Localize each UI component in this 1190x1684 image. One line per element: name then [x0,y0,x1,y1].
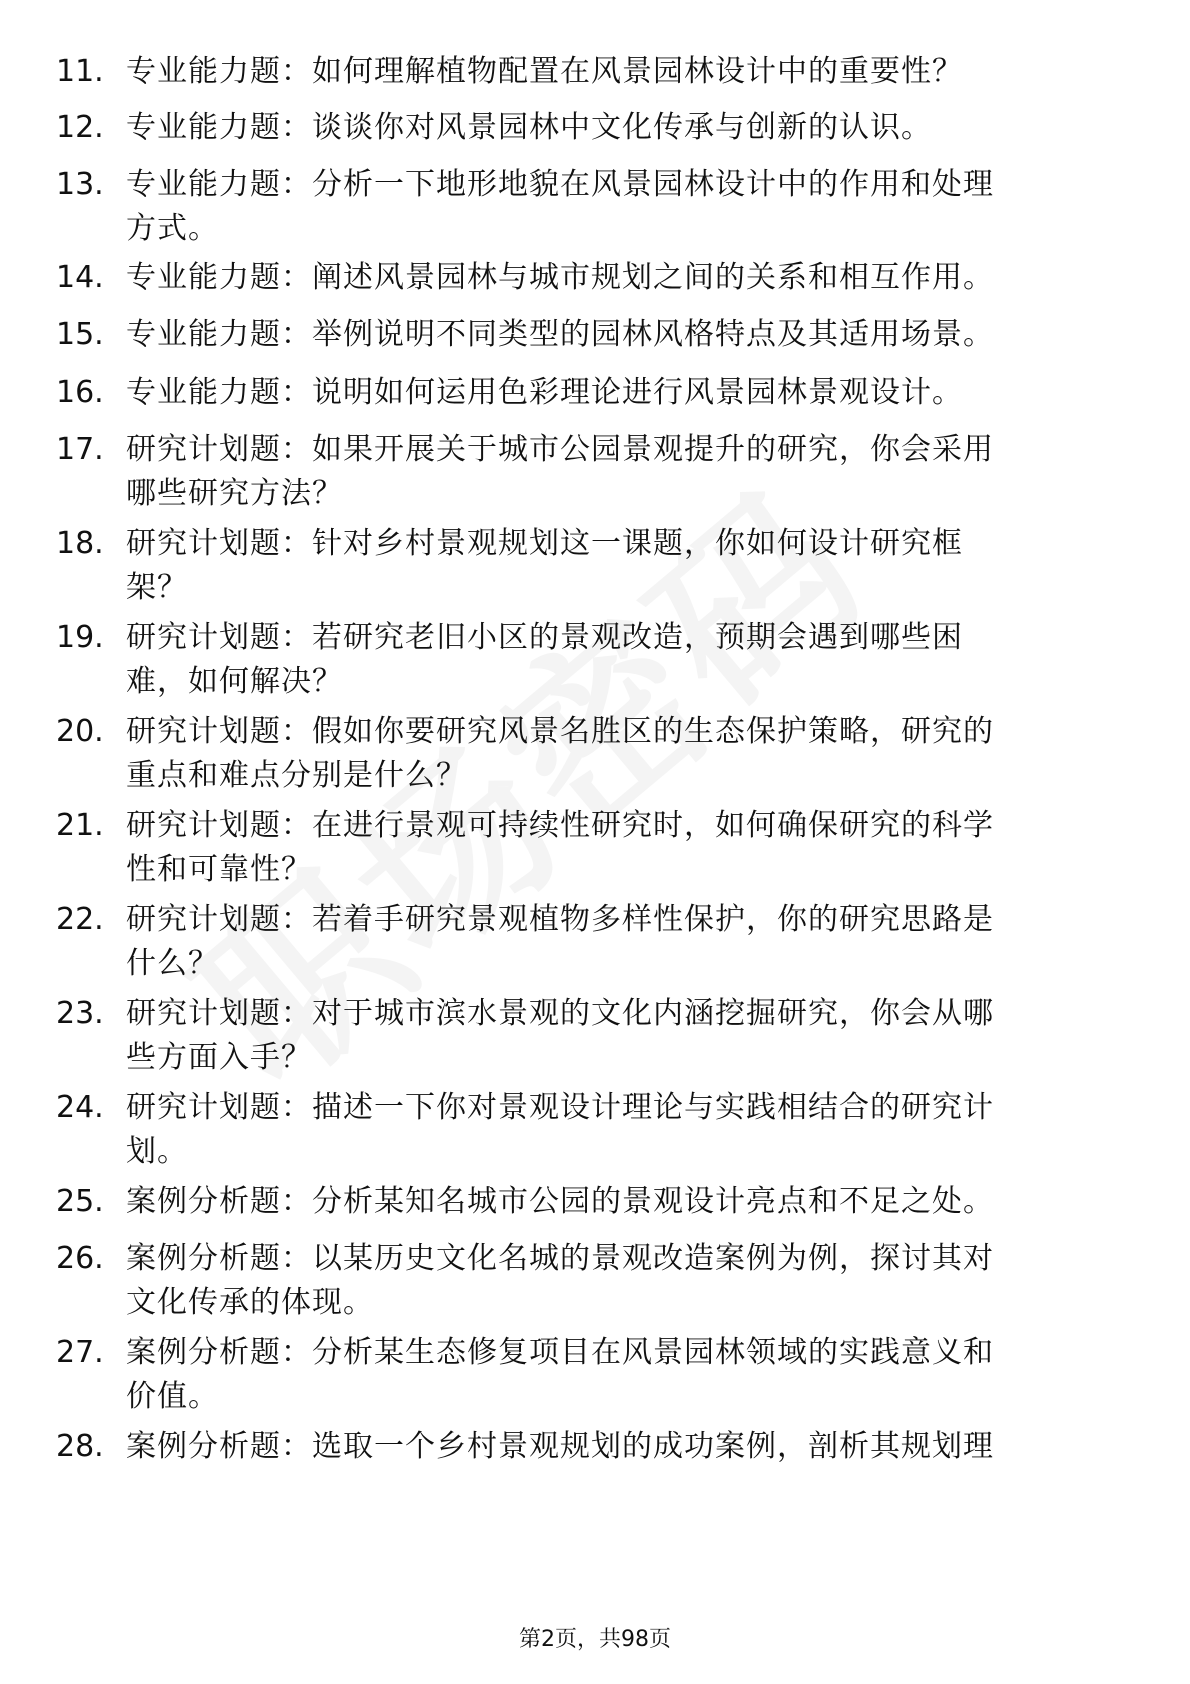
question-text-line: 重点和难点分别是什么？ [126,758,467,793]
question-text [126,616,1126,704]
question-text-line: 性和可靠性？ [126,852,312,887]
question-number: 22. [56,902,104,937]
question-text-line: 研究计划题：若着手研究景观植物多样性保护，你的研究思路是 [126,902,994,937]
question-text [126,1425,1126,1469]
question-text-line: 研究计划题：如果开展关于城市公园景观提升的研究，你会采用 [126,432,994,467]
question-text-line: 专业能力题：说明如何运用色彩理论进行风景园林景观设计。 [126,375,963,410]
question-number: 28. [56,1429,104,1464]
page-footer: 第2页，共98页 [519,1627,671,1652]
question-text [126,1237,1126,1325]
question-text-line: 案例分析题：分析某知名城市公园的景观设计亮点和不足之处。 [126,1184,994,1219]
question-text-line: 研究计划题：假如你要研究风景名胜区的生态保护策略，研究的 [126,714,994,749]
question-text [126,106,1126,150]
question-text-line: 专业能力题：如何理解植物配置在风景园林设计中的重要性？ [126,54,963,89]
question-text-line: 研究计划题：描述一下你对景观设计理论与实践相结合的研究计 [126,1090,994,1125]
question-text-line: 专业能力题：举例说明不同类型的园林风格特点及其适用场景。 [126,317,994,352]
question-number: 14. [56,260,104,295]
question-text [126,256,1126,300]
question-number: 27. [56,1335,104,1370]
question-number: 25. [56,1184,104,1219]
question-number: 17. [56,432,104,467]
question-text [126,804,1126,892]
question-text-line: 研究计划题：对于城市滨水景观的文化内涵挖掘研究，你会从哪 [126,996,994,1031]
question-text-line: 研究计划题：若研究老旧小区的景观改造，预期会遇到哪些困 [126,620,963,655]
question-text [126,1086,1126,1174]
question-text-line: 文化传承的体现。 [126,1285,374,1320]
question-text-line: 什么？ [126,946,219,981]
question-number: 12. [56,110,104,145]
question-text-line: 研究计划题：针对乡村景观规划这一课题，你如何设计研究框 [126,526,963,561]
question-number: 23. [56,996,104,1031]
question-number: 19. [56,620,104,655]
question-number: 18. [56,526,104,561]
question-text-line: 案例分析题：分析某生态修复项目在风景园林领域的实践意义和 [126,1335,994,1370]
question-text [126,522,1126,610]
question-text [126,1331,1126,1419]
question-text-line: 专业能力题：阐述风景园林与城市规划之间的关系和相互作用。 [126,260,994,295]
question-text-line: 方式。 [126,211,219,246]
question-text-line: 些方面入手？ [126,1040,312,1075]
question-number: 15. [56,317,104,352]
question-text-line: 案例分析题：选取一个乡村景观规划的成功案例，剖析其规划理 [126,1429,994,1464]
question-text-line: 架？ [126,570,188,605]
question-text [126,898,1126,986]
question-text [126,428,1126,516]
question-text [126,163,1126,251]
question-number: 24. [56,1090,104,1125]
question-number: 21. [56,808,104,843]
question-text-line: 难，如何解决？ [126,664,343,699]
question-number: 13. [56,167,104,202]
question-number: 26. [56,1241,104,1276]
question-text-line: 划。 [126,1134,188,1169]
question-text [126,710,1126,798]
question-text [126,992,1126,1080]
question-text [126,1180,1126,1224]
question-text-line: 价值。 [126,1379,219,1414]
question-number: 16. [56,375,104,410]
question-text-line: 专业能力题：分析一下地形地貌在风景园林设计中的作用和处理 [126,167,994,202]
question-text [126,313,1126,357]
question-text [126,50,1126,94]
question-text-line: 案例分析题：以某历史文化名城的景观改造案例为例，探讨其对 [126,1241,994,1276]
question-number: 11. [56,54,104,89]
question-text [126,371,1126,415]
question-text-line: 研究计划题：在进行景观可持续性研究时，如何确保研究的科学 [126,808,994,843]
question-number: 20. [56,714,104,749]
question-text-line: 哪些研究方法？ [126,476,343,511]
question-text-line: 专业能力题：谈谈你对风景园林中文化传承与创新的认识。 [126,110,932,145]
